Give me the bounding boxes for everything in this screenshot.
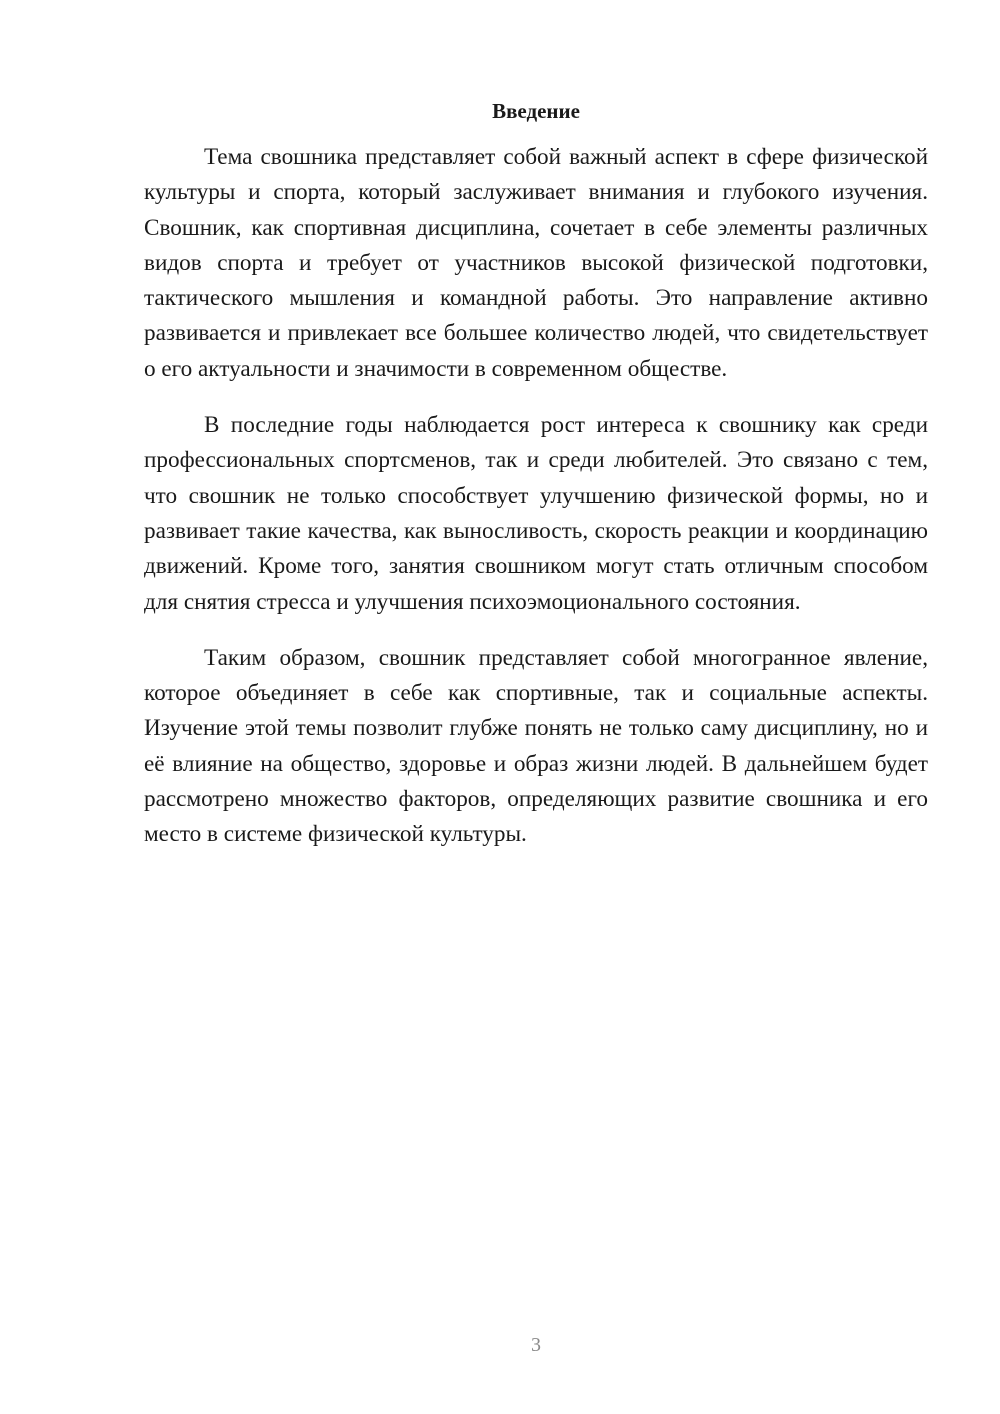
page-number: 3: [531, 1334, 541, 1356]
paragraph-2: В последние годы наблюдается рост интереса к свошнику как среди профессиональных спортсменов, так и среди любителей. Это связано с тем, что свошник не только способствует улучшению физической формы, но и развивает такие качества, как выносливость, скорость реакции и координацию движений. Кроме того, занятия свошником могут стать отличным способом для снятия стресса и улучшения психоэмоционального состояния.: [144, 412, 928, 615]
paragraph-1: Тема свошника представляет собой важный аспект в сфере физической культуры и спорта, который заслуживает внимания и глубокого изучения. Свошник, как спортивная дисциплина, сочетает в себе элементы различных видов спорта и требует от участников высокой физической подготовки, тактического мышления и командной работы. Это направление активно развивается и привлекает все большее количество людей, что свидетельствует о его актуальности и значимости в современном обществе.: [144, 144, 928, 382]
document-body: [144, 96, 928, 874]
paragraph-3: Таким образом, свошник представляет собой многогранное явление, которое объединяет в себе как спортивные, так и социальные аспекты. Изучение этой темы позволит глубже понять не только саму дисциплину, но и её влияние на общество, здоровье и образ жизни людей. В дальнейшем будет рассмотрено множество факторов, определяющих развитие свошника и его место в системе физической культуры.: [144, 644, 928, 848]
section-heading: Введение: [492, 99, 580, 123]
